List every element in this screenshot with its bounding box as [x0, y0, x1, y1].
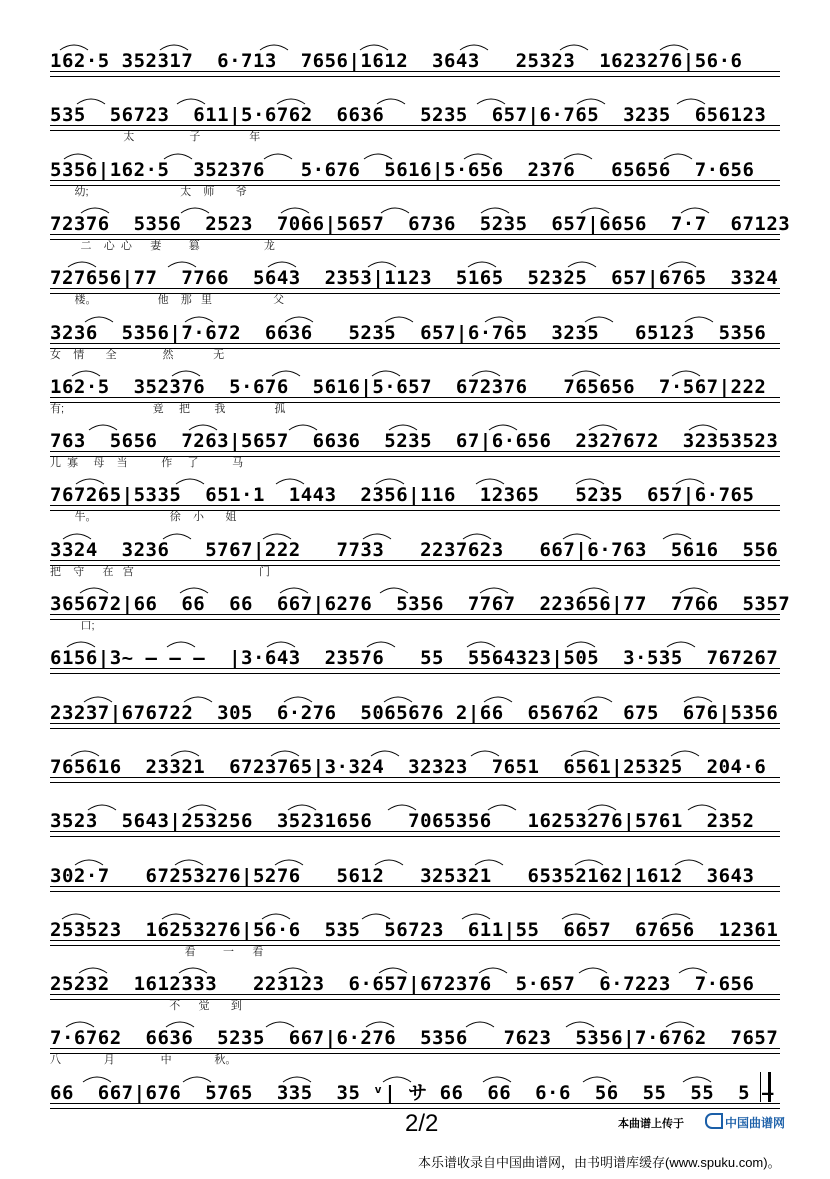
score-line — [50, 418, 780, 472]
score-line — [50, 201, 791, 255]
score-line — [50, 38, 780, 92]
lyrics-text: 牛。 徐 小 姐 — [50, 511, 237, 524]
notation-text: 3236 5356|7·672 6636 5235 657|6·765 3235 65123 5356 — [50, 321, 767, 344]
page-number: 2/2 — [405, 1110, 439, 1137]
score-line — [50, 635, 780, 689]
logo-icon — [705, 1113, 723, 1129]
lyrics-text: 看 一 看 — [50, 945, 264, 958]
score-line — [50, 147, 780, 201]
score-line — [50, 907, 780, 961]
lyrics-text: 儿 寡 母 当 作 了 马 — [50, 457, 244, 470]
score-line — [50, 1015, 780, 1069]
lyrics-text: 不 觉 到 — [50, 1000, 242, 1013]
notation-text: 5356|162·5 352376 5·676 5616|5·656 2376 65656 7·656 — [50, 158, 755, 181]
notation-text: 763 5656 7263|5657 6636 5235 67|6·656 2327672 32353523 — [50, 430, 779, 453]
beam-underline — [50, 723, 780, 729]
score-line — [50, 690, 780, 744]
notation-text: 535 56723 611|5·6762 6636 5235 657|6·765 3235 656123 — [50, 104, 767, 127]
score-line — [50, 853, 780, 907]
notation-text: 6156|3~ — — — |3·643 23576 55 5564323|505 3·535 767267 — [50, 647, 779, 670]
lyrics-text: 把 守 在 宫 门 — [50, 565, 271, 578]
lyrics-text: 八 月 中 秋。 — [50, 1054, 237, 1067]
beam-underline — [50, 1103, 780, 1109]
notation-text: 767265|5335 651·1 1443 2356|116 12365 5235 657|6·765 — [50, 484, 755, 507]
notation-text: 765616 23321 6723765|3·324 32323 7651 6561|25325 204·6 — [50, 755, 767, 778]
score-line — [50, 961, 780, 1015]
notation-text: 162·5 352317 6·713 7656|1612 3643 25323 1623276|56·6 — [50, 50, 743, 72]
score-line — [50, 255, 780, 309]
lyrics-text: 二 心 心 妻 篡 龙 — [50, 239, 275, 252]
final-barline — [760, 1072, 771, 1102]
beam-underline — [50, 777, 780, 783]
beam-underline — [50, 886, 780, 892]
site-logo[interactable] — [705, 1113, 785, 1131]
score-line — [50, 798, 780, 852]
notation-text: 253523 16253276|56·6 535 56723 611|55 6657 67656 12361 — [50, 918, 779, 941]
notation-text: 66 667|676 5765 335 35 ᵛ| サ 66 66 6·6 56 55 55 5 — — [50, 1081, 774, 1104]
logo-text: 中国曲谱网 — [725, 1116, 786, 1130]
lyrics-text: 幼; 太 师 爷 — [50, 185, 247, 198]
notation-text: 302·7 67253276|5276 5612 325321 65352162|1612 3643 — [50, 864, 755, 887]
score-line — [50, 92, 780, 146]
lyrics-text: 女 情 全 然 无 — [50, 348, 225, 361]
notation-text: 7·6762 6636 5235 667|6·276 5356 7623 5356|7·6762 7657 — [50, 1027, 779, 1050]
uploaded-label: 本曲谱上传于 — [618, 1118, 684, 1130]
notation-text: 3523 5643|253256 35231656 7065356 16253276|5761 2352 — [50, 810, 755, 833]
score-line — [50, 527, 780, 581]
score-line — [50, 744, 780, 798]
lyrics-text: 有; 竟 把 我 孤 — [50, 402, 286, 415]
score-line — [50, 472, 780, 526]
notation-text: 25232 1612333 223123 6·657|672376 5·657 6·7223 7·656 — [50, 973, 755, 996]
footer-source-note: 本乐谱收录自中国曲谱网，由书明谱库缓存(www.spuku.com)。 — [418, 1155, 781, 1170]
score-line — [50, 364, 780, 418]
notation-text: 162·5 352376 5·676 5616|5·657 672376 765656 7·567|222 — [50, 375, 767, 398]
score-line — [50, 310, 780, 364]
lyrics-text: 口; — [50, 620, 95, 632]
beam-underline — [50, 668, 780, 674]
beam-underline — [50, 71, 780, 77]
notation-text: 365672|66 66 66 667|6276 5356 7767 223656|77 7766 5357 — [50, 593, 791, 615]
notation-text: 72376 5356 2523 7066|5657 6736 5235 657|6656 7·7 67123 — [50, 212, 791, 235]
notation-text: 727656|77 7766 5643 2353|1123 5165 52325 657|6765 3324 — [50, 267, 779, 290]
lyrics-text: 楼。 他 那 里 父 — [50, 294, 285, 307]
score-line — [50, 581, 791, 635]
lyrics-text: 太 子 年 — [50, 131, 261, 144]
notation-text: 23237|676722 305 6·276 5065676 2|66 656762 675 676|5356 — [50, 701, 779, 724]
beam-underline — [50, 831, 780, 837]
notation-text: 3324 3236 5767|222 7733 2237623 667|6·763 5616 556 — [50, 538, 779, 561]
